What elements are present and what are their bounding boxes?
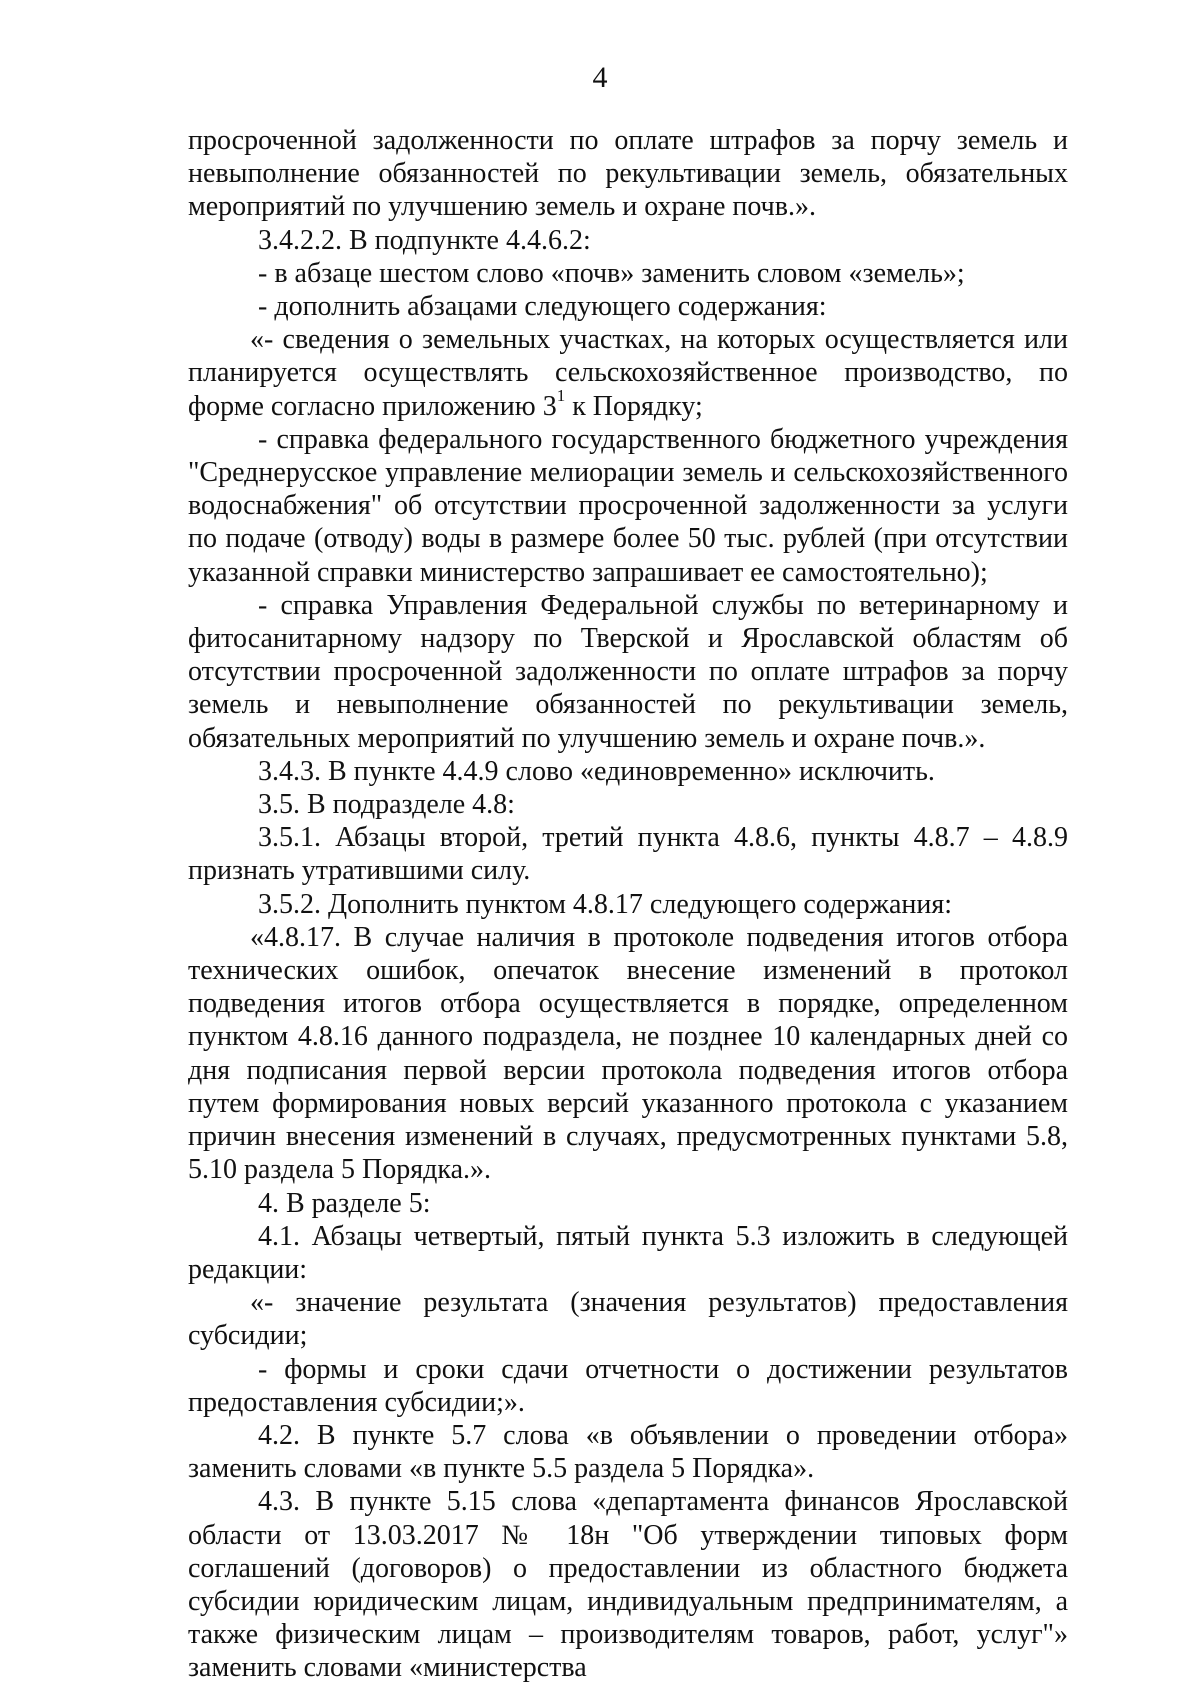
paragraph-clause-3-5: 3.5. В подразделе 4.8: — [258, 789, 515, 821]
paragraph-list-item: - в абзаце шестом слово «почв» заменить словом «земель»; — [258, 257, 965, 289]
paragraph-clause-3-5-2: 3.5.2. Дополнить пунктом 4.8.17 следующего содержания: — [258, 888, 953, 920]
paragraph-list-item: - дополнить абзацами следующего содержания: — [258, 291, 827, 323]
paragraph-clause-3-5-1: 3.5.1. Абзацы второй, третий пункта 4.8.6, пункты 4.8.7 – 4.8.9 признать утратившими силу. — [188, 822, 1068, 887]
paragraph-continuation: просроченной задолженности по оплате штрафов за порчу земель и невыполнение обязанностей по рекультивации земель, обязательных мероприятий по улучшению земель и охране почв.». — [188, 125, 1068, 223]
document-body — [188, 124, 1068, 1685]
paragraph-clause-4-1: 4.1. Абзацы четвертый, пятый пункта 5.3 изложить в следующей редакции: — [188, 1220, 1068, 1285]
paragraph-text: к Порядку; — [565, 390, 703, 422]
paragraph-section-4: 4. В разделе 5: — [258, 1187, 431, 1219]
paragraph-text: «- сведения о земельных участках, на которых осуществляется или планируется осуществлять сельскохозяйственное производство, по форме согласно приложению 3 — [188, 324, 1068, 422]
page-number: 4 — [592, 61, 608, 94]
paragraph-quoted-item — [188, 323, 1068, 423]
paragraph-list-item: - формы и сроки сдачи отчетности о достижении результатов предоставления субсидии;». — [188, 1353, 1068, 1418]
paragraph-clause-4-3: 4.3. В пункте 5.15 слова «департамента финансов Ярославской области от 13.03.2017 № 18н "Об утверждении типовых форм соглашений (договоров) о предоставлении из областного бюджета субсидии юридическим лицам, индивидуальным предпринимателям, а также физическим лицам – производителям товаров, работ, услуг"» заменить словами «министерства — [188, 1486, 1068, 1684]
paragraph-clause-4-2: 4.2. В пункте 5.7 слова «в объявлении о проведении отбора» заменить словами «в пункте 5.5 раздела 5 Порядка». — [188, 1419, 1068, 1485]
paragraph-clause-3-4-3: 3.4.3. В пункте 4.4.9 слово «единовременно» исключить. — [258, 755, 935, 787]
paragraph-list-item: - справка федерального государственного бюджетного учреждения "Среднерусское управление мелиорации земель и сельскохозяйственного водоснабжения" об отсутствии просроченной задолженности за услуги по подаче (отводу) воды в размере более 50 тыс. рублей (при отсутствии указанной справки министерство запрашивает ее самостоятельно); — [188, 423, 1068, 588]
superscript: 1 — [556, 386, 566, 406]
paragraph-quoted-item: «- значение результата (значения результатов) предоставления субсидии; — [188, 1287, 1068, 1352]
paragraph-list-item: - справка Управления Федеральной службы по ветеринарному и фитосанитарному надзору по Тверской и Ярославской областям об отсутствии просроченной задолженности по оплате штрафов за порчу земель и невыполнение обязанностей по рекультивации земель, обязательных мероприятий по улучшению земель и охране почв.». — [188, 589, 1068, 754]
paragraph-clause-3-4-2-2: 3.4.2.2. В подпункте 4.4.6.2: — [258, 224, 591, 256]
paragraph-quoted-clause-4-8-17: «4.8.17. В случае наличия в протоколе подведения итогов отбора технических ошибок, опечаток внесение изменений в протокол подведения итогов отбора осуществляется в порядке, определенном пунктом 4.8.16 данного подраздела, не позднее 10 календарных дней со дня подписания первой версии протокола подведения итогов отбора путем формирования новых версий указанного протокола с указанием причин внесения изменений в случаях, предусмотренных пунктами 5.8, 5.10 раздела 5 Порядка.». — [188, 921, 1068, 1186]
